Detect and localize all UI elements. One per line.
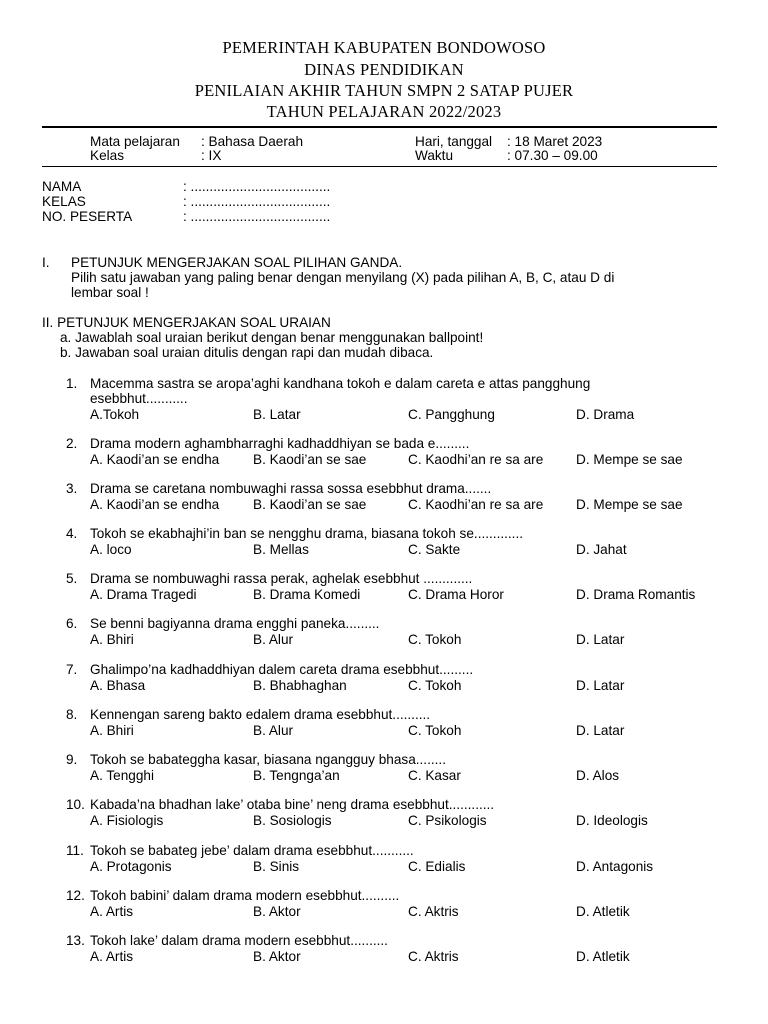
subject-label: Mata pelajaran xyxy=(90,134,180,149)
header-line-government: PEMERINTAH KABUPATEN BONDOWOSO xyxy=(222,38,546,57)
section2-instruction-a: a. Jawablah soal uraian berikut dengan benar menggunakan ballpoint! xyxy=(60,330,484,345)
option-c[interactable]: C. Kaodhi’an re sa are xyxy=(408,497,544,512)
option-b[interactable]: B. Kaodi’an se sae xyxy=(253,452,367,467)
option-d[interactable]: D. Mempe se sae xyxy=(576,452,683,467)
option-c[interactable]: C. Edialis xyxy=(408,859,466,874)
question-item xyxy=(0,436,768,472)
date-label: Hari, tanggal xyxy=(415,134,493,149)
question-text: Tokoh lake’ dalam drama modern esebbhut.......... xyxy=(90,933,388,948)
question-text: Drama se caretana nombuwaghi rassa sossa esebbhut drama....... xyxy=(90,481,492,496)
header-rule-top xyxy=(42,126,717,128)
question-text: Se benni bagiyanna drama engghi paneka......... xyxy=(90,616,380,631)
option-d[interactable]: D. Latar xyxy=(576,678,625,693)
option-d[interactable]: D. Mempe se sae xyxy=(576,497,683,512)
option-c[interactable]: C. Kasar xyxy=(408,768,461,783)
option-a[interactable]: A. Kaodi’an se endha xyxy=(90,497,220,512)
option-a[interactable]: A. Bhiri xyxy=(90,632,134,647)
question-item xyxy=(0,752,768,788)
question-number: 6. xyxy=(66,616,78,631)
option-a[interactable]: A. Protagonis xyxy=(90,859,172,874)
time-value: : 07.30 – 09.00 xyxy=(507,148,598,163)
option-a[interactable]: A. Tengghi xyxy=(90,768,154,783)
header-rule-bottom xyxy=(42,166,717,167)
question-item xyxy=(0,526,768,562)
option-a[interactable]: A. Bhiri xyxy=(90,723,134,738)
option-b[interactable]: B. Latar xyxy=(253,407,301,422)
question-text-continued: esebbhut........... xyxy=(90,391,188,406)
question-text: Ghalimpo’na kadhaddhiyan dalem careta drama esebbhut......... xyxy=(90,662,474,677)
option-a[interactable]: A. Fisiologis xyxy=(90,813,164,828)
section1-instruction-line1: Pilih satu jawaban yang paling benar dengan menyilang (X) pada pilihan A, B, C, atau D di xyxy=(71,270,615,285)
header-line-department: DINAS PENDIDIKAN xyxy=(304,60,464,79)
option-c[interactable]: C. Sakte xyxy=(408,542,461,557)
option-c[interactable]: C. Pangghung xyxy=(408,407,495,422)
question-number: 5. xyxy=(66,571,78,586)
option-c[interactable]: C. Kaodhi’an re sa are xyxy=(408,452,544,467)
option-d[interactable]: D. Drama Romantis xyxy=(576,587,696,602)
question-item xyxy=(0,481,768,517)
option-d[interactable]: D. Atletik xyxy=(576,949,630,964)
option-c[interactable]: C. Tokoh xyxy=(408,632,462,647)
question-item xyxy=(0,616,768,652)
question-text: Kennengan sareng bakto edalem drama esebbhut.......... xyxy=(90,707,431,722)
option-a[interactable]: A. Drama Tragedi xyxy=(90,587,197,602)
option-c[interactable]: C. Tokoh xyxy=(408,723,462,738)
question-number: 11. xyxy=(66,843,84,858)
option-b[interactable]: B. Aktor xyxy=(253,949,301,964)
student-name-blank: : ..................................... xyxy=(183,179,331,194)
option-d[interactable]: D. Atletik xyxy=(576,904,630,919)
question-item xyxy=(0,797,768,833)
option-c[interactable]: C. Psikologis xyxy=(408,813,487,828)
student-name-label: NAMA xyxy=(42,179,82,194)
question-number: 1. xyxy=(66,376,78,391)
option-a[interactable]: A. Artis xyxy=(90,949,134,964)
option-b[interactable]: B. Kaodi’an se sae xyxy=(253,497,367,512)
class-label: Kelas xyxy=(90,148,125,163)
student-number-blank: : ..................................... xyxy=(183,209,331,224)
option-b[interactable]: B. Sinis xyxy=(253,859,300,874)
option-a[interactable]: A. Bhasa xyxy=(90,678,146,693)
option-a[interactable]: A. Artis xyxy=(90,904,134,919)
option-c[interactable]: C. Aktris xyxy=(408,949,459,964)
question-item xyxy=(0,888,768,924)
option-a[interactable]: A. loco xyxy=(90,542,132,557)
option-b[interactable]: B. Bhabhaghan xyxy=(253,678,347,693)
question-text: Macemma sastra se aropa’aghi kandhana tokoh e dalam careta e attas pangghung xyxy=(90,376,591,391)
option-b[interactable]: B. Tengnga’an xyxy=(253,768,340,783)
option-d[interactable]: D. Jahat xyxy=(576,542,627,557)
section1-number: I. xyxy=(42,255,50,270)
section1-title: PETUNJUK MENGERJAKAN SOAL PILIHAN GANDA. xyxy=(71,255,403,270)
date-value: : 18 Maret 2023 xyxy=(507,134,603,149)
question-number: 4. xyxy=(66,526,78,541)
class-value: : IX xyxy=(201,148,222,163)
student-number-label: NO. PESERTA xyxy=(42,209,133,224)
question-text: Kabada’na bhadhan lake’ otaba bine’ neng drama esebbhut............ xyxy=(90,797,495,812)
option-d[interactable]: D. Latar xyxy=(576,632,625,647)
time-label: Waktu xyxy=(415,148,454,163)
question-text: Tokoh se ekabhajhi’in ban se nengghu drama, biasana tokoh se............. xyxy=(90,526,524,541)
question-item xyxy=(0,376,768,422)
student-class-blank: : ..................................... xyxy=(183,194,331,209)
option-b[interactable]: B. Drama Komedi xyxy=(253,587,361,602)
option-d[interactable]: D. Latar xyxy=(576,723,625,738)
option-d[interactable]: D. Alos xyxy=(576,768,620,783)
option-d[interactable]: D. Ideologis xyxy=(576,813,648,828)
section2-instruction-b: b. Jawaban soal uraian ditulis dengan rapi dan mudah dibaca. xyxy=(60,345,434,360)
subject-value: : Bahasa Daerah xyxy=(201,134,304,149)
option-b[interactable]: B. Alur xyxy=(253,632,294,647)
header-line-year: TAHUN PELAJARAN 2022/2023 xyxy=(266,102,502,121)
option-a[interactable]: A. Kaodi’an se endha xyxy=(90,452,220,467)
option-b[interactable]: B. Alur xyxy=(253,723,294,738)
question-item xyxy=(0,707,768,743)
option-c[interactable]: C. Aktris xyxy=(408,904,459,919)
question-item xyxy=(0,571,768,607)
question-text: Drama modern aghambharraghi kadhaddhiyan se bada e......... xyxy=(90,436,470,451)
option-d[interactable]: D. Drama xyxy=(576,407,635,422)
question-item xyxy=(0,843,768,879)
section2-title: II. PETUNJUK MENGERJAKAN SOAL URAIAN xyxy=(42,315,331,330)
question-text: Drama se nombuwaghi rassa perak, aghelak esebbhut ............. xyxy=(90,571,473,586)
question-item xyxy=(0,933,768,969)
student-class-label: KELAS xyxy=(42,194,86,209)
option-a[interactable]: A.Tokoh xyxy=(90,407,140,422)
question-number: 10. xyxy=(66,797,85,812)
header-line-exam: PENILAIAN AKHIR TAHUN SMPN 2 SATAP PUJER xyxy=(194,81,574,100)
question-number: 9. xyxy=(66,752,78,767)
question-item xyxy=(0,662,768,698)
option-b[interactable]: B. Mellas xyxy=(253,542,309,557)
question-text: Tokoh se babateggha kasar, biasana ngangguy bhasa........ xyxy=(90,752,446,767)
question-number: 8. xyxy=(66,707,78,722)
question-number: 2. xyxy=(66,436,78,451)
option-c[interactable]: C. Tokoh xyxy=(408,678,462,693)
question-text: Tokoh se babateg jebe’ dalam drama esebbhut........... xyxy=(90,843,414,858)
option-d[interactable]: D. Antagonis xyxy=(576,859,654,874)
question-number: 3. xyxy=(66,481,78,496)
option-b[interactable]: B. Aktor xyxy=(253,904,301,919)
question-text: Tokoh babini’ dalam drama modern esebbhut.......... xyxy=(90,888,400,903)
question-number: 13. xyxy=(66,933,85,948)
option-b[interactable]: B. Sosiologis xyxy=(253,813,332,828)
option-c[interactable]: C. Drama Horor xyxy=(408,587,504,602)
question-number: 12. xyxy=(66,888,85,903)
section1-instruction-line2: lembar soal ! xyxy=(71,285,149,300)
question-number: 7. xyxy=(66,662,78,677)
